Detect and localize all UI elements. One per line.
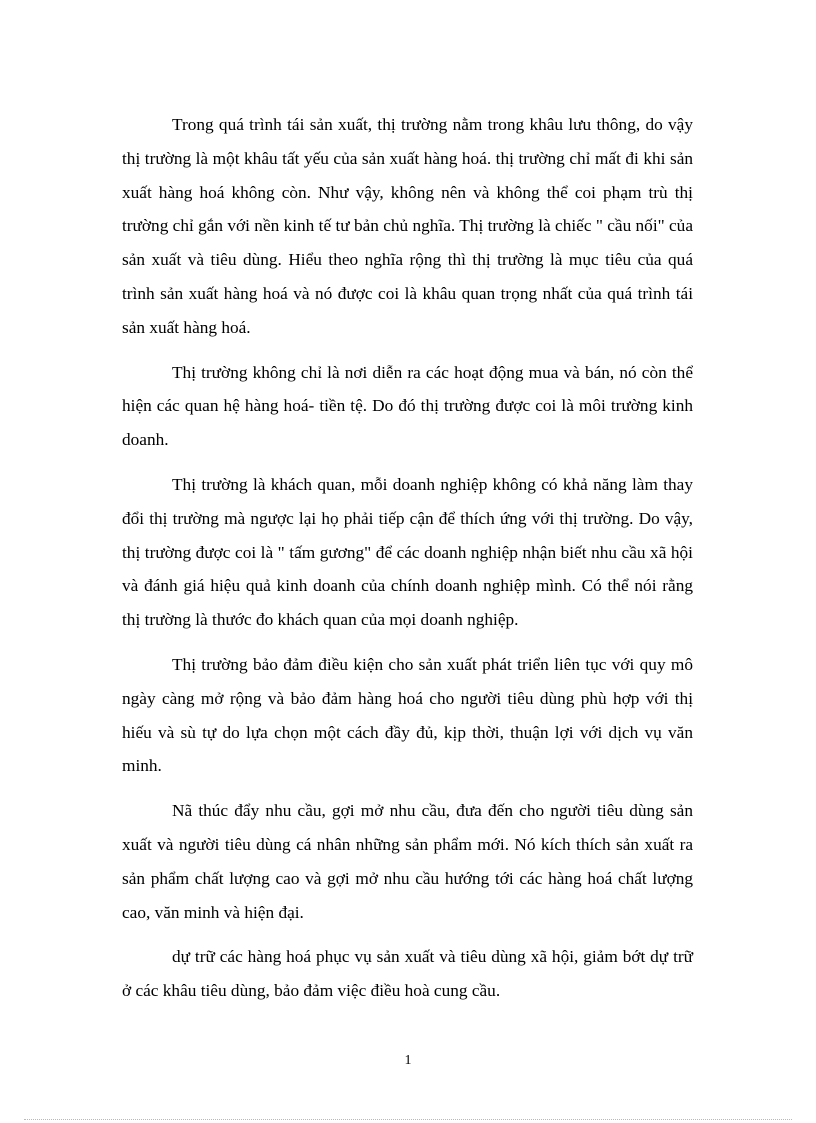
paragraph-2: Thị trường không chỉ là nơi diễn ra các hoạt động mua và bán, nó còn thể hiện các quan hệ hàng hoá- tiền tệ. Do đó thị trường được coi là môi trường kinh doanh. <box>122 362 693 450</box>
paragraph-5: Nã thúc đẩy nhu cầu, gợi mở nhu cầu, đưa đến cho người tiêu dùng sản xuất và người tiêu dùng cá nhân những sản phẩm mới. Nó kích thích sản xuất ra sản phẩm chất lượng cao và gợi mở nhu cầu hướng tới các hàng hoá chất lượng cao, văn minh và hiện đại. <box>122 801 693 922</box>
paragraph-6: dự trữ các hàng hoá phục vụ sản xuất và tiêu dùng xã hội, giảm bớt dự trữ ở các khâu tiêu dùng, bảo đảm việc điều hoà cung cầu. <box>122 947 693 1001</box>
paragraph-3: Thị trường là khách quan, mỗi doanh nghiệp không có khả năng làm thay đổi thị trường mà ngược lại họ phải tiếp cận để thích ứng với thị trường. Do vậy, thị trường được coi là " tấm gương" để các doanh nghiệp nhận biết nhu cầu xã hội và đánh giá hiệu quả kinh doanh của chính doanh nghiệp mình. Có thể nói rằng thị trường là thước đo khách quan của mọi doanh nghiệp. <box>122 474 693 630</box>
paragraph-1: Trong quá trình tái sản xuất, thị trường nằm trong khâu lưu thông, do vậy thị trường là một khâu tất yếu của sản xuất hàng hoá. thị trường chỉ mất đi khi sản xuất hàng hoá không còn. Như vậy, không nên và không thể coi phạm trù thị trường chỉ gắn với nền kinh tế tư bản chủ nghĩa. Thị trường là chiếc " cầu nối" của sản xuất và tiêu dùng. Hiểu theo nghĩa rộng thì thị trường là mục tiêu của quá trình sản xuất hàng hoá và nó được coi là khâu quan trọng nhất của quá trình tái sản xuất hàng hoá. <box>122 115 693 337</box>
document-body <box>122 108 693 1019</box>
page-number: 1 <box>404 1053 412 1068</box>
paragraph-4: Thị trường bảo đảm điều kiện cho sản xuất phát triển liên tục với quy mô ngày càng mở rộng và bảo đảm hàng hoá cho người tiêu dùng phù hợp với thị hiếu và sù tự do lựa chọn một cách đầy đủ, kịp thời, thuận lợi với dịch vụ văn minh. <box>122 654 693 776</box>
page-bottom-divider <box>24 1119 792 1120</box>
